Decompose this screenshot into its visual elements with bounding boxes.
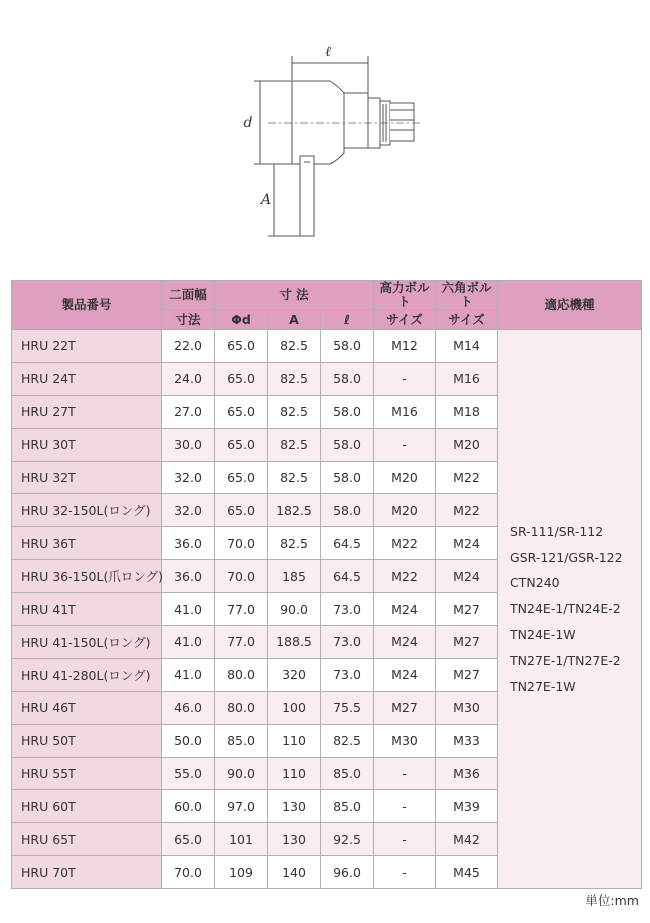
l-cell: 58.0 <box>321 330 374 363</box>
l-cell: 58.0 <box>321 362 374 395</box>
table-row <box>12 330 642 363</box>
machine-item: GSR-121/GSR-122 <box>510 549 623 565</box>
width-cell: 41.0 <box>162 593 215 626</box>
a-cell: 82.5 <box>268 527 321 560</box>
hs-cell: - <box>374 856 436 889</box>
model-cell: HRU 70T <box>12 856 162 889</box>
model-cell: HRU 36T <box>12 527 162 560</box>
d-cell: 70.0 <box>215 527 268 560</box>
hs-cell: M24 <box>374 626 436 659</box>
d-cell: 65.0 <box>215 362 268 395</box>
header-hex-bolt: 六角ボルト <box>436 281 498 310</box>
machine-item: TN24E-1W <box>510 626 576 642</box>
a-cell: 82.5 <box>268 428 321 461</box>
l-cell: 58.0 <box>321 494 374 527</box>
width-cell: 60.0 <box>162 790 215 823</box>
hs-cell: M30 <box>374 724 436 757</box>
machine-item: SR-111/SR-112 <box>510 523 604 539</box>
header-model: 製品番号 <box>12 281 162 330</box>
hs-cell: M22 <box>374 560 436 593</box>
d-cell: 65.0 <box>215 428 268 461</box>
hex-cell: M24 <box>436 560 498 593</box>
width-cell: 32.0 <box>162 494 215 527</box>
d-cell: 77.0 <box>215 626 268 659</box>
a-cell: 182.5 <box>268 494 321 527</box>
a-cell: 110 <box>268 724 321 757</box>
l-cell: 85.0 <box>321 790 374 823</box>
header-length: ℓ <box>321 310 374 330</box>
machine-item: TN27E-1W <box>510 678 576 694</box>
a-cell: 82.5 <box>268 362 321 395</box>
hs-cell: - <box>374 362 436 395</box>
a-cell: 185 <box>268 560 321 593</box>
d-cell: 97.0 <box>215 790 268 823</box>
d-cell: 85.0 <box>215 724 268 757</box>
model-cell: HRU 32T <box>12 461 162 494</box>
hex-cell: M45 <box>436 856 498 889</box>
model-cell: HRU 65T <box>12 823 162 856</box>
socket-collar <box>344 93 368 148</box>
a-cell: 100 <box>268 691 321 724</box>
header-hex-bolt-2: サイズ <box>436 310 498 330</box>
label-length: ℓ <box>325 44 331 60</box>
hs-cell: M20 <box>374 494 436 527</box>
hs-cell: - <box>374 757 436 790</box>
model-cell: HRU 41T <box>12 593 162 626</box>
d-cell: 65.0 <box>215 330 268 363</box>
hex-cell: M27 <box>436 658 498 691</box>
hs-cell: M24 <box>374 658 436 691</box>
l-cell: 64.5 <box>321 560 374 593</box>
l-cell: 73.0 <box>321 593 374 626</box>
l-cell: 64.5 <box>321 527 374 560</box>
model-cell: HRU 55T <box>12 757 162 790</box>
model-cell: HRU 46T <box>12 691 162 724</box>
label-diameter: d <box>243 115 253 131</box>
header-diameter: Φd <box>215 310 268 330</box>
model-cell: HRU 41-150L(ロング) <box>12 626 162 659</box>
claw-arm <box>300 156 314 236</box>
spec-table <box>11 280 642 889</box>
d-cell: 90.0 <box>215 757 268 790</box>
d-cell: 80.0 <box>215 691 268 724</box>
l-cell: 92.5 <box>321 823 374 856</box>
hex-cell: M22 <box>436 461 498 494</box>
hex-cell: M36 <box>436 757 498 790</box>
width-cell: 36.0 <box>162 560 215 593</box>
a-cell: 82.5 <box>268 395 321 428</box>
width-cell: 27.0 <box>162 395 215 428</box>
hex-cell: M22 <box>436 494 498 527</box>
l-cell: 58.0 <box>321 428 374 461</box>
a-cell: 82.5 <box>268 461 321 494</box>
model-cell: HRU 60T <box>12 790 162 823</box>
a-cell: 320 <box>268 658 321 691</box>
hex-cell: M18 <box>436 395 498 428</box>
header-machines: 適応機種 <box>498 281 642 330</box>
hex-cell: M27 <box>436 593 498 626</box>
model-cell: HRU 36-150L(爪ロング) <box>12 560 162 593</box>
hs-cell: M20 <box>374 461 436 494</box>
header-hs-bolt-2: サイズ <box>374 310 436 330</box>
a-cell: 82.5 <box>268 330 321 363</box>
hs-cell: M16 <box>374 395 436 428</box>
hs-cell: M24 <box>374 593 436 626</box>
model-cell: HRU 41-280L(ロング) <box>12 658 162 691</box>
width-cell: 46.0 <box>162 691 215 724</box>
a-cell: 140 <box>268 856 321 889</box>
product-diagram <box>238 38 438 243</box>
machine-item: TN24E-1/TN24E-2 <box>510 601 621 617</box>
hs-cell: M27 <box>374 691 436 724</box>
model-cell: HRU 30T <box>12 428 162 461</box>
model-cell: HRU 24T <box>12 362 162 395</box>
d-cell: 65.0 <box>215 461 268 494</box>
width-cell: 36.0 <box>162 527 215 560</box>
machine-item: CTN240 <box>510 575 560 591</box>
hex-cell: M27 <box>436 626 498 659</box>
l-cell: 75.5 <box>321 691 374 724</box>
hex-cell: M42 <box>436 823 498 856</box>
hex-end <box>390 103 414 141</box>
model-cell: HRU 27T <box>12 395 162 428</box>
l-cell: 58.0 <box>321 395 374 428</box>
width-cell: 55.0 <box>162 757 215 790</box>
width-cell: 24.0 <box>162 362 215 395</box>
header-width-across: 二面幅 <box>162 281 215 310</box>
hex-cell: M24 <box>436 527 498 560</box>
unit-label: 単位:mm <box>585 893 639 908</box>
header-dimensions: 寸 法 <box>215 281 374 310</box>
hs-cell: - <box>374 790 436 823</box>
d-cell: 77.0 <box>215 593 268 626</box>
d-cell: 101 <box>215 823 268 856</box>
width-cell: 41.0 <box>162 658 215 691</box>
l-cell: 82.5 <box>321 724 374 757</box>
width-cell: 41.0 <box>162 626 215 659</box>
machines-cell <box>498 330 642 889</box>
width-cell: 22.0 <box>162 330 215 363</box>
label-a: A <box>260 192 272 208</box>
a-cell: 130 <box>268 790 321 823</box>
model-cell: HRU 50T <box>12 724 162 757</box>
hs-cell: M22 <box>374 527 436 560</box>
l-cell: 73.0 <box>321 658 374 691</box>
l-cell: 96.0 <box>321 856 374 889</box>
width-cell: 65.0 <box>162 823 215 856</box>
header-a: A <box>268 310 321 330</box>
model-cell: HRU 32-150L(ロング) <box>12 494 162 527</box>
a-cell: 90.0 <box>268 593 321 626</box>
a-cell: 110 <box>268 757 321 790</box>
socket-body <box>292 81 344 164</box>
hex-cell: M39 <box>436 790 498 823</box>
l-cell: 58.0 <box>321 461 374 494</box>
width-cell: 32.0 <box>162 461 215 494</box>
hex-cell: M20 <box>436 428 498 461</box>
d-cell: 70.0 <box>215 560 268 593</box>
l-cell: 73.0 <box>321 626 374 659</box>
width-cell: 50.0 <box>162 724 215 757</box>
hs-cell: - <box>374 428 436 461</box>
hex-cell: M33 <box>436 724 498 757</box>
hs-cell: - <box>374 823 436 856</box>
width-cell: 70.0 <box>162 856 215 889</box>
l-cell: 85.0 <box>321 757 374 790</box>
d-cell: 65.0 <box>215 395 268 428</box>
header-hs-bolt: 高力ボルト <box>374 281 436 310</box>
hs-cell: M12 <box>374 330 436 363</box>
model-cell: HRU 22T <box>12 330 162 363</box>
d-cell: 65.0 <box>215 494 268 527</box>
width-cell: 30.0 <box>162 428 215 461</box>
a-cell: 130 <box>268 823 321 856</box>
hex-cell: M14 <box>436 330 498 363</box>
machine-item: TN27E-1/TN27E-2 <box>510 652 621 668</box>
header-width-across-2: 寸法 <box>162 310 215 330</box>
a-cell: 188.5 <box>268 626 321 659</box>
hex-cell: M16 <box>436 362 498 395</box>
d-cell: 109 <box>215 856 268 889</box>
hex-cell: M30 <box>436 691 498 724</box>
d-cell: 80.0 <box>215 658 268 691</box>
